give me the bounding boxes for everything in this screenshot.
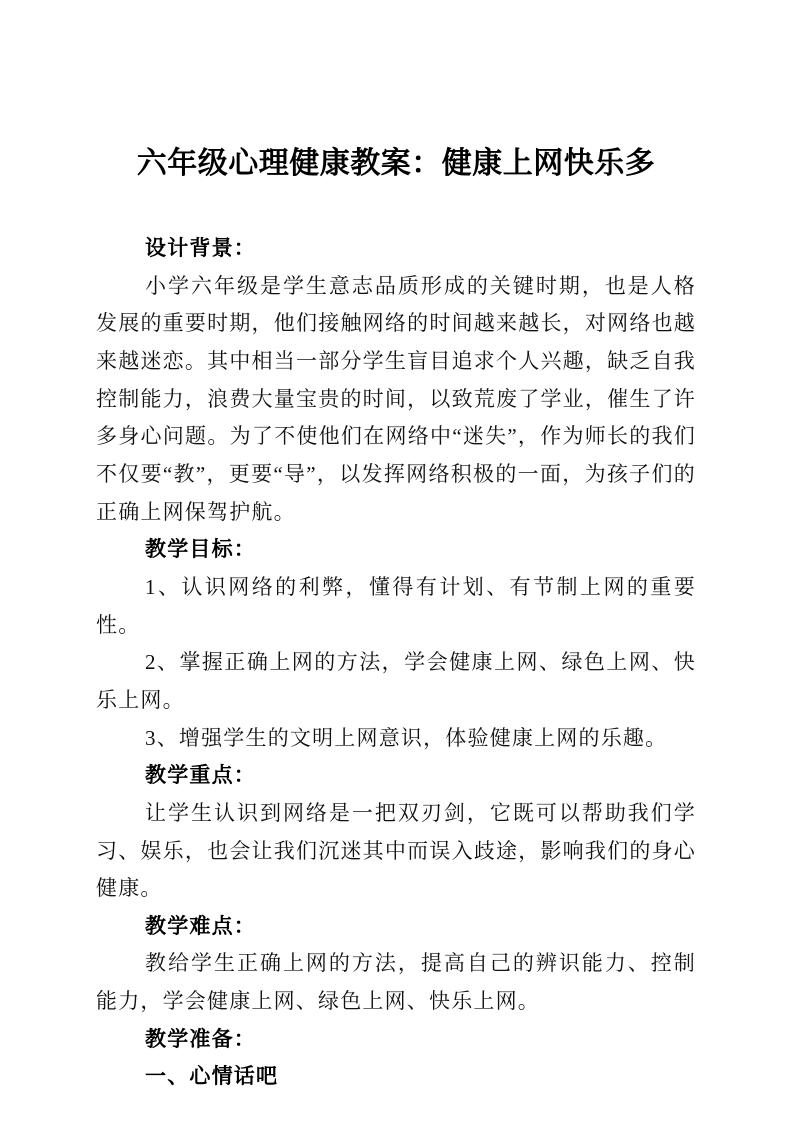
paragraph-teaching-difficulty: 教给学生正确上网的方法，提高自己的辨识能力、控制能力，学会健康上网、绿色上网、快乐上网。 — [96, 951, 696, 1014]
section-heading-teaching-focus: 教学重点： — [145, 763, 256, 788]
section-heading-teaching-objectives: 教学目标： — [145, 537, 256, 562]
objective-item-1: 1、认识网络的利弊，懂得有计划、有节制上网的重要性。 — [96, 574, 696, 637]
section-heading-mood-talk-bar: 一、心情话吧 — [145, 1064, 279, 1089]
paragraph-teaching-focus: 让学生认识到网络是一把双刃剑，它既可以帮助我们学习、娱乐，也会让我们沉迷其中而误入歧途，影响我们的身心健康。 — [96, 800, 696, 901]
objective-item-2: 2、掌握正确上网的方法，学会健康上网、绿色上网、快乐上网。 — [96, 650, 696, 712]
objective-item-3: 3、增强学生的文明上网意识，体验健康上网的乐趣。 — [145, 725, 668, 750]
section-heading-design-background: 设计背景： — [145, 236, 256, 260]
paragraph-design-background: 小学六年级是学生意志品质形成的关键时期，也是人格发展的重要时期，他们接触网络的时间越来越长，对网络也越来越迷恋。其中相当一部分学生盲目追求个人兴趣，缺乏自我控制能力，浪费大量宝贵的时间，以致荒废了学业，催生了许多身心问题。为了不使他们在网络中“迷失”，作为师长的我们不仅要“教”，更要“导”，以发挥网络积极的一面，为孩子们的正确上网保驾护航。 — [96, 273, 696, 524]
section-heading-teaching-difficulty: 教学难点： — [145, 913, 256, 938]
document-body — [96, 230, 696, 1096]
document-title: 六年级心理健康教案：健康上网快乐多 — [136, 147, 656, 180]
section-heading-teaching-preparation: 教学准备： — [145, 1026, 256, 1051]
